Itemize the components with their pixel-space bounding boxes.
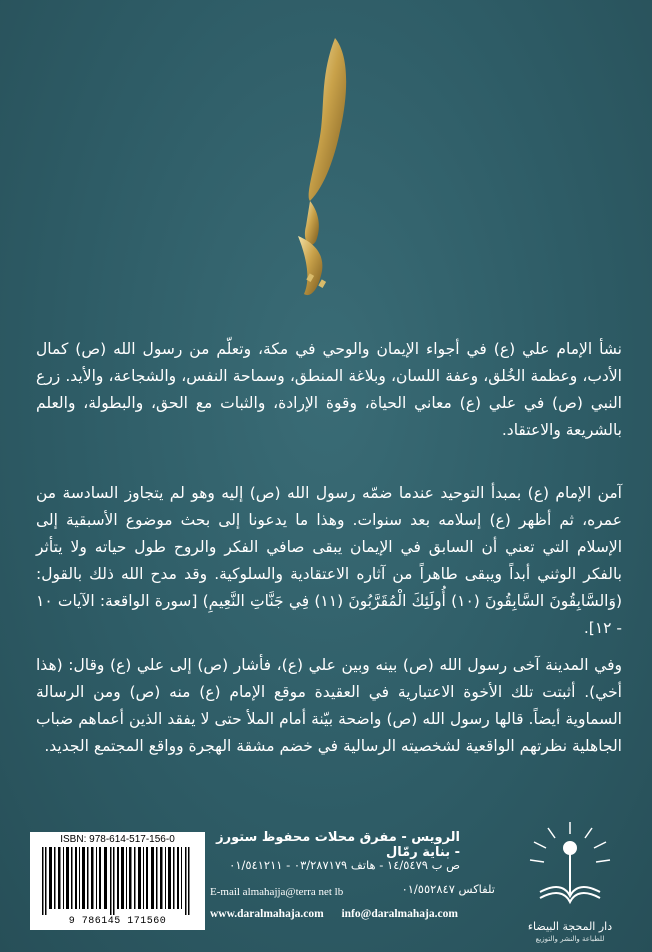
barcode-icon — [38, 847, 197, 915]
publisher-address: الرويس - مفرق محلات محفوظ ستورز - بناية رمّال — [216, 830, 460, 860]
body-paragraph-1: نشأ الإمام علي (ع) في أجواء الإيمان والوحي في مكة، وتعلّم من رسول الله (ص) كمال الأدب، وعظمة الخُلق، وعفة اللسان، وبلاغة المنطق، وسماحة النفس، والشجاعة، والأيد. زرع النبي (ص) في علي (ع) معاني الحياة، وقوة الإرادة، والثبات مع الحق، والبطولة، والعلم بالشريعة والاعتقاد. — [36, 339, 622, 439]
body-paragraph-3: وفي المدينة آخى رسول الله (ص) بينه وبين علي (ع)، فأشار (ص) إلى علي (ع) وقال: (هذا أخي). أثبتت تلك الأخوة الاعتبارية في العقيدة موقع الإمام (ع) منه (ص) ومن الرسالة السماوية أيضاً. قالها رسول الله (ص) واضحة بيّنة أمام الملأ حتى لا يفقد الذين أعماهم ضباب الجاهلية نظرتهم الواقعية لشخصيته الرسالية في خضم مشقة الهجرة وواقع المجتمع الجديد. — [36, 655, 622, 755]
publisher-phone: ص ب ١٤/٥٤٧٩ - هاتف ٠٣/٢٨٧١٧٩ - ٠١/٥٤١٢١١ — [229, 858, 460, 872]
publisher-name: دار المحجة البيضاء — [527, 920, 613, 933]
publisher-email[interactable]: E-mail almahajja@terra net lb — [210, 886, 344, 898]
body-paragraph-2: آمن الإمام (ع) بمبدأ التوحيد عندما ضمّه رسول الله (ص) إليه وهو لم يتجاوز السادسة من عمره، ثم أظهر (ع) إسلامه بعد سنوات. وهذا ما يدعونا إلى بحث موضوع الأسبقية إلى الإسلام التي تعني أن السابق في الإيمان يبقى صافي الفكر والروح طول حياته ولا يتأثر بالفكر الوثني أبداً ويبقى طاهراً من آثاره الاعتقادية والسلوكية. وقد مدح الله ذلك بالقول: (وَالسَّابِقُونَ السَّابِقُونَ (١٠) أُولَئِكَ الْمُقَرَّبُونَ (١١) فِي جَنَّاتِ النَّعِيمِ) [سورة الواقعة: الآيات ١٠ - ١٢]. — [36, 483, 623, 637]
barcode-digits: 9 786145 171560 — [68, 916, 167, 927]
publisher-website-link[interactable]: www.daralmahaja.com — [210, 908, 324, 920]
publisher-footer — [0, 790, 652, 952]
calligraphy-ali-emblem — [280, 36, 360, 306]
isbn-label: ISBN: 978-614-517-156-0 — [60, 834, 175, 845]
publisher-logo-icon — [510, 814, 630, 934]
publisher-info-email-link[interactable]: info@daralmahaja.com — [341, 908, 458, 920]
isbn-barcode — [30, 832, 205, 930]
publisher-web — [210, 908, 510, 920]
publisher-tagline: للطباعة والنشر والتوزيع — [535, 935, 605, 943]
publisher-fax: تلفاكس ٠١/٥٥٢٨٤٧ — [401, 882, 495, 896]
